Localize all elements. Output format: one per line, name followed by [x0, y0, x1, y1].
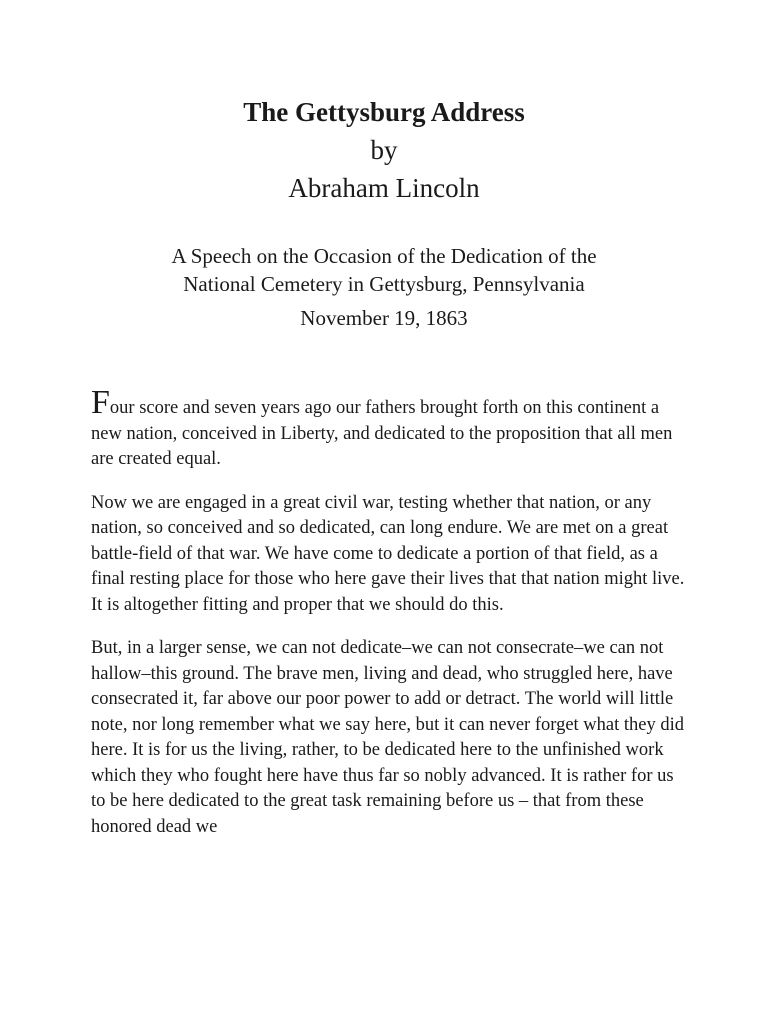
subtitle-line-1: A Speech on the Occasion of the Dedication of the	[171, 244, 597, 268]
subtitle-block	[0, 242, 768, 332]
author-name: Abraham Lincoln	[288, 173, 480, 203]
speech-date: November 19, 1863	[300, 306, 468, 330]
paragraph-1-text: our score and seven years ago our fathers brought forth on this continent a new nation, conceived in Liberty, and dedicated to the proposition that all men are created equal.	[91, 398, 673, 469]
paragraph-1	[91, 384, 691, 473]
title-block	[0, 93, 768, 207]
paragraph-3: But, in a larger sense, we can not dedicate–we can not consecrate–we can not hallow–this ground. The brave men, living and dead, who struggled here, have consecrated it, far above our poor power to add or detract. The world will little note, nor long remember what we say here, but it can never forget what they did here. It is for us the living, rather, to be dedicated here to the unfinished work which they who fought here have thus far so nobly advanced. It is rather for us to be here dedicated to the great task remaining before us – that from these honored dead we	[91, 638, 685, 837]
drop-cap: F	[91, 384, 110, 421]
byline-by: by	[370, 135, 398, 165]
speech-body	[91, 384, 691, 858]
paragraph-2: Now we are engaged in a great civil war, testing whether that nation, or any nation, so conceived and so dedicated, can long endure. We are met on a great battle-field of that war. We have come to dedicate a portion of that field, as a final resting place for those who here gave their lives that that nation might live. It is altogether fitting and proper that we should do this.	[91, 492, 685, 615]
subtitle-line-2: National Cemetery in Gettysburg, Pennsylvania	[183, 272, 585, 296]
document-title: The Gettysburg Address	[243, 97, 525, 127]
